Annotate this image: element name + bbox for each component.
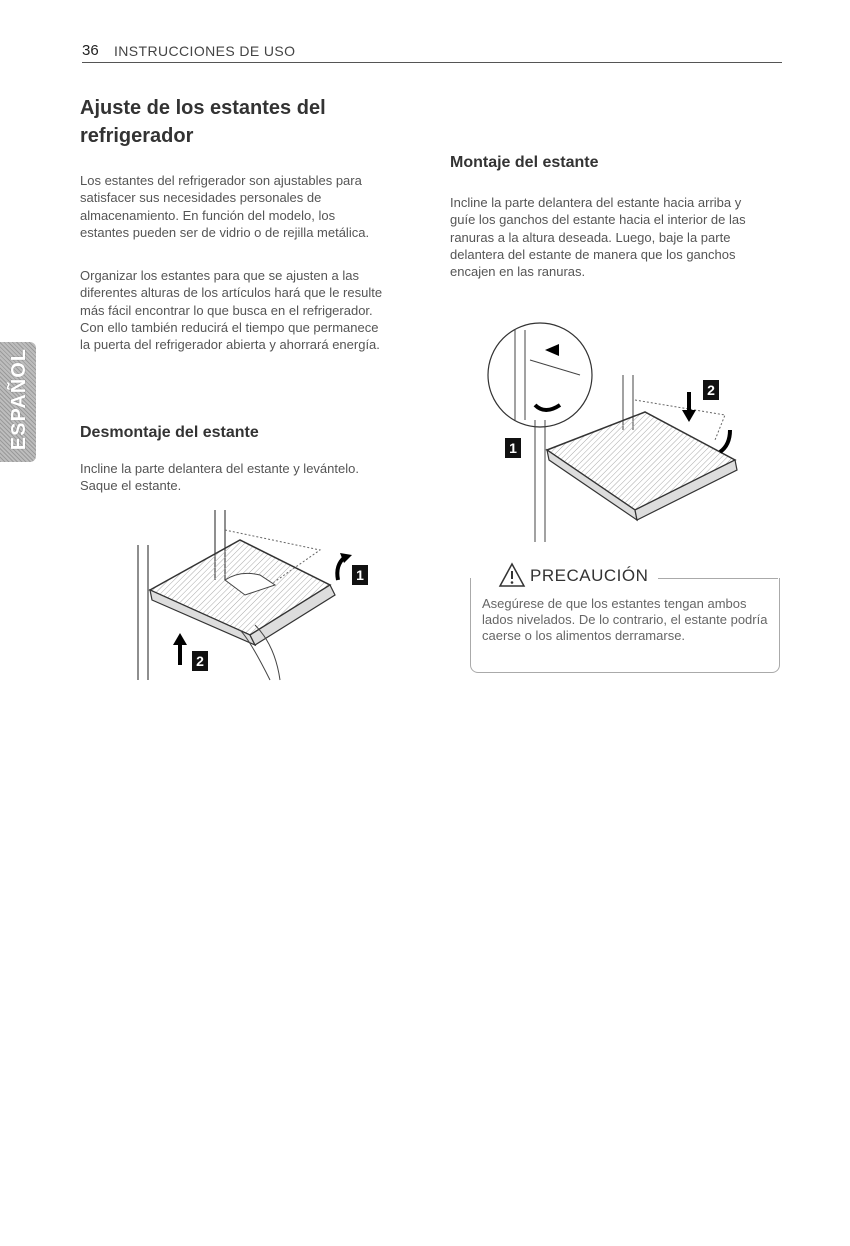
page-header bbox=[82, 42, 782, 63]
install-step-2: 2 bbox=[707, 382, 715, 398]
removal-text: Incline la parte delantera del estante y levántelo. Saque el estante. bbox=[80, 461, 359, 494]
removal-step-1: 1 bbox=[356, 567, 364, 583]
language-tab-label: ESPAÑOL bbox=[8, 348, 30, 451]
page-title: Ajuste de los estantes del refrigerador bbox=[80, 97, 326, 147]
install-heading: Montaje del estante bbox=[450, 154, 599, 171]
install-text: Incline la parte delantera del estante hacia arriba y guíe los ganchos del estante hacia el interior de las ranuras a la altura deseada. Luego, baje la parte delantera del estante de manera que los ganchos encajen en las ranuras. bbox=[450, 195, 746, 280]
caution-rule bbox=[658, 578, 778, 579]
removal-heading: Desmontaje del estante bbox=[80, 424, 259, 441]
removal-illustration bbox=[130, 505, 380, 685]
install-illustration bbox=[485, 320, 745, 545]
section-label: INSTRUCCIONES DE USO bbox=[114, 43, 296, 59]
caution-title: PRECAUCIÓN bbox=[530, 566, 649, 585]
removal-step-2: 2 bbox=[196, 653, 204, 669]
install-step-1: 1 bbox=[509, 440, 517, 456]
caution-box bbox=[470, 566, 780, 674]
intro-paragraph-2: Organizar los estantes para que se ajusten a las diferentes alturas de los artículos hará que le resulte más fácil encontrar lo que busca en el refrigerador. Con ello también reducirá el tiempo que permanece la puerta del refrigerador abierta y ahorrará energía. bbox=[80, 268, 383, 353]
language-tab bbox=[0, 342, 36, 462]
caution-text: Asegúrese de que los estantes tengan ambos lados nivelados. De lo contrario, el estante podría caerse o los alimentos derramarse. bbox=[482, 596, 768, 643]
page-number: 36 bbox=[82, 42, 99, 59]
intro-paragraph-1: Los estantes del refrigerador son ajustables para satisfacer sus necesidades personales de almacenamiento. En función del modelo, los estantes pueden ser de vidrio o de rejilla metálica. bbox=[80, 173, 370, 240]
warning-icon bbox=[498, 562, 526, 588]
